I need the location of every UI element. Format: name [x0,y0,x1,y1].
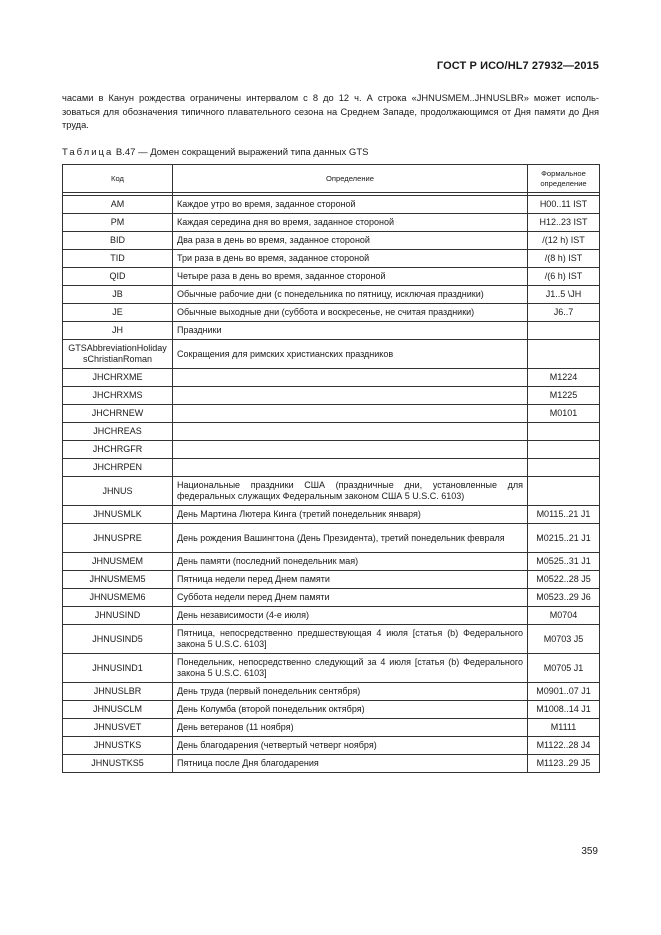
code-cell: JHNUSVET [63,719,173,737]
table-row [63,322,600,340]
definition-cell [173,369,528,387]
table-header-row [63,165,600,193]
definition-cell: День памяти (последний понедельник мая) [173,553,528,571]
formal-cell [528,340,600,369]
code-cell: JHCHRPEN [63,459,173,477]
definition-cell: День труда (первый понедельник сентября) [173,683,528,701]
table-row [63,250,600,268]
table-row [63,701,600,719]
formal-cell [528,477,600,506]
code-cell: JH [63,322,173,340]
table-row [63,654,600,683]
code-cell: QID [63,268,173,286]
table-row [63,477,600,506]
definition-cell: День Мартина Лютера Кинга (третий понедельник января) [173,506,528,524]
code-cell: JHNUSMEM [63,553,173,571]
code-cell: JHNUSLBR [63,683,173,701]
intro-paragraph [62,92,599,133]
table-row [63,506,600,524]
formal-cell: M1224 [528,369,600,387]
formal-cell [528,459,600,477]
definition-cell: День ветеранов (11 ноября) [173,719,528,737]
table-row [63,304,600,322]
table-row [63,369,600,387]
definition-cell: Обычные выходные дни (суббота и воскресенье, не считая праздники) [173,304,528,322]
table-row [63,405,600,423]
formal-cell: M1123..29 J5 [528,755,600,773]
definition-cell [173,459,528,477]
formal-cell: M0703 J5 [528,625,600,654]
table-row [63,571,600,589]
code-cell: JHNUSIND1 [63,654,173,683]
formal-cell: M0704 [528,607,600,625]
table-row [63,387,600,405]
definition-cell: Сокращения для римских христианских праздников [173,340,528,369]
definition-cell: Четыре раза в день во время, заданное стороной [173,268,528,286]
intro-text: часами в Канун рождества ограничены интервалом с 8 до 12 ч. А строка «JHNUSMEM..JHNUSLBR» может исполь-зоваться для обозначения типичного плавательного сезона на Среднем Западе, продолжающимся от Дня памяти до Дня труда. [62,93,599,130]
code-cell: GTSAbbreviationHol​idaysChristianRoman [63,340,173,369]
code-cell: JHNUSTKS [63,737,173,755]
formal-cell [528,423,600,441]
table-row [63,607,600,625]
formal-cell: H00..11 IST [528,196,600,214]
table-caption-text: В.47 — Домен сокращений выражений типа данных GTS [115,147,369,158]
definition-cell: Каждое утро во время, заданное стороной [173,196,528,214]
definition-cell: День независимости (4-е июля) [173,607,528,625]
definition-cell: Три раза в день во время, заданное стороной [173,250,528,268]
code-cell: JHCHREAS [63,423,173,441]
code-cell: JHCHRXMS [63,387,173,405]
table-row [63,423,600,441]
code-cell: JHNUSIND [63,607,173,625]
definition-cell: Обычные рабочие дни (с понедельника по пятницу, исключая праздники) [173,286,528,304]
formal-cell: M1008..14 J1 [528,701,600,719]
code-cell: JHNUSCLM [63,701,173,719]
definition-cell: День Колумба (второй понедельник октября) [173,701,528,719]
formal-cell: /(6 h) IST [528,268,600,286]
column-header-definition: Определение [173,165,528,193]
definition-cell: День рождения Вашингтона (День Президента), третий понедельник февраля [173,524,528,553]
column-header-code: Код [63,165,173,193]
table-row [63,196,600,214]
code-cell: JHCHRNEW [63,405,173,423]
formal-cell: M0115..21 J1 [528,506,600,524]
column-header-formal: Формальное определение [528,165,600,193]
table-row [63,459,600,477]
formal-cell: /(12 h) IST [528,232,600,250]
code-cell: JHNUSTKS5 [63,755,173,773]
formal-cell: J1..5 \JH [528,286,600,304]
code-cell: JHNUSIND5 [63,625,173,654]
code-cell: JHNUSPRE [63,524,173,553]
definition-cell: Понедельник, непосредственно следующий за 4 июля [статья (b) Федерального закона 5 U.S.C. 6103] [173,654,528,683]
table-row [63,441,600,459]
formal-cell: M0705 J1 [528,654,600,683]
formal-cell [528,322,600,340]
formal-cell: M0901..07 J1 [528,683,600,701]
table-row [63,737,600,755]
table-row [63,755,600,773]
table-caption-label: Таблица [62,147,114,158]
table-row [63,524,600,553]
definition-cell [173,387,528,405]
page-number: 359 [581,846,598,857]
table-row [63,268,600,286]
code-cell: JHCHRXME [63,369,173,387]
definition-cell: Каждая середина дня во время, заданное стороной [173,214,528,232]
table-row [63,553,600,571]
table-row [63,589,600,607]
formal-cell [528,441,600,459]
formal-cell: M1225 [528,387,600,405]
definition-cell [173,423,528,441]
code-cell: JB [63,286,173,304]
code-cell: JHNUSMEM5 [63,571,173,589]
table-row [63,719,600,737]
table-row [63,232,600,250]
code-cell: JHCHRGFR [63,441,173,459]
formal-cell: M0525..31 J1 [528,553,600,571]
code-cell: JHNUS [63,477,173,506]
code-cell: AM [63,196,173,214]
document-header: ГОСТ Р ИСО/HL7 27932—2015 [436,60,599,72]
code-cell: BID [63,232,173,250]
formal-cell: M0215..21 J1 [528,524,600,553]
formal-cell: J6..7 [528,304,600,322]
table-caption [62,147,368,158]
definition-cell: Пятница, непосредственно предшествующая 4 июля [статья (b) Федерального закона 5 U.S.C. 6103] [173,625,528,654]
formal-cell: M0101 [528,405,600,423]
table-row [63,625,600,654]
table-body [63,196,600,773]
definition-cell: Пятница недели перед Днем памяти [173,571,528,589]
definition-cell [173,405,528,423]
table-row [63,214,600,232]
code-cell: TID [63,250,173,268]
definition-cell: Пятница после Дня благодарения [173,755,528,773]
formal-cell: M1111 [528,719,600,737]
table-row [63,683,600,701]
formal-cell: M0523..29 J6 [528,589,600,607]
definition-cell: День благодарения (четвертый четверг ноября) [173,737,528,755]
code-cell: JHNUSMLK [63,506,173,524]
formal-cell: /(8 h) IST [528,250,600,268]
definition-cell: Праздники [173,322,528,340]
code-cell: PM [63,214,173,232]
gts-abbreviation-table [62,164,600,773]
formal-cell: M1122..28 J4 [528,737,600,755]
code-cell: JHNUSMEM6 [63,589,173,607]
definition-cell [173,441,528,459]
table-row [63,286,600,304]
table-row [63,340,600,369]
code-cell: JE [63,304,173,322]
formal-cell: M0522..28 J5 [528,571,600,589]
definition-cell: Национальные праздники США (праздничные дни, установленные для федеральных служащих Федеральным законом США 5 U.S.C. 6103) [173,477,528,506]
definition-cell: Суббота недели перед Днем памяти [173,589,528,607]
definition-cell: Два раза в день во время, заданное стороной [173,232,528,250]
formal-cell: H12..23 IST [528,214,600,232]
